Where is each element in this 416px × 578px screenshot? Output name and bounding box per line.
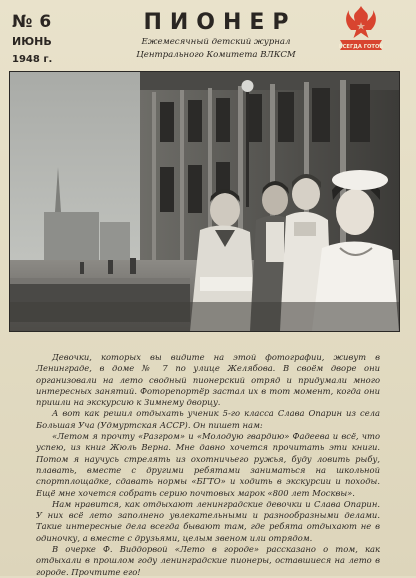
article-paragraph: В очерке Ф. Виддорвой «Лето в городе» рассказано о том, как отдыхали в прошлом году ленинградские пионеры, оставшиеся на лето в городе. Прочтите его! (36, 544, 380, 577)
article-text (36, 352, 380, 578)
article-paragraph: «Летом я прочту «Разгром» и «Молодую гвардию» Фадеева и всё, что успею, из книг Жюль Верна. Мне давно хочется прочитать эти книги. Потом я научусь стрелять из охотничьего ружья, буду ловить рыбу, плавать, вместе с другими ребятами заниматься на школьной спортплощадке, сдавать нормы «БГТО» и ходить в экскурсии и походы. Ещё мне хочется собрать серию почтовых марок «800 лет Москвы». (36, 431, 380, 498)
issue-month: ИЮНЬ (12, 35, 52, 48)
magazine-title: ПИОНЕР (143, 10, 297, 35)
cover-photograph (10, 72, 399, 331)
pioneer-emblem (336, 4, 386, 56)
article-paragraph: Нам нравится, как отдыхают ленинградские девочки и Слава Опарин. У них всё лето заполнено увлекательными и разнообразными делами. Такие интересные дела всегда бывают там, где ребята отдыхают не в одиночку, а вместе с друзьями, целым звеном или отрядом. (36, 498, 380, 543)
issue-number: № 6 (12, 12, 52, 32)
issue-year: 1948 г. (12, 54, 53, 65)
issue-info (12, 12, 92, 65)
article-paragraph: Девочки, которых вы видите на этой фотографии, живут в Ленинграде, в доме № 7 по улице Желябова. В своём дворе они организовали на лето сводный пионерский отряд и придумали много интересных занятий. Фоторепортёр застал их в тот момент, когда они пришли на экскурсию к Зимнему дворцу. (36, 352, 380, 408)
article-paragraph: А вот как решил отдыхать ученик 5-го класса Слава Опарин из села Большая Уча (Удмуртская АССР). Он пишет нам: (36, 408, 380, 430)
masthead (126, 10, 306, 61)
magazine-subtitle-line2: Центрального Комитета ВЛКСМ (136, 50, 296, 60)
pioneer-badge-icon (336, 4, 386, 56)
emblem-motto: ВСЕГДА ГОТОВ (338, 43, 384, 50)
magazine-subtitle-line1: Ежемесячный детский журнал (141, 37, 291, 47)
